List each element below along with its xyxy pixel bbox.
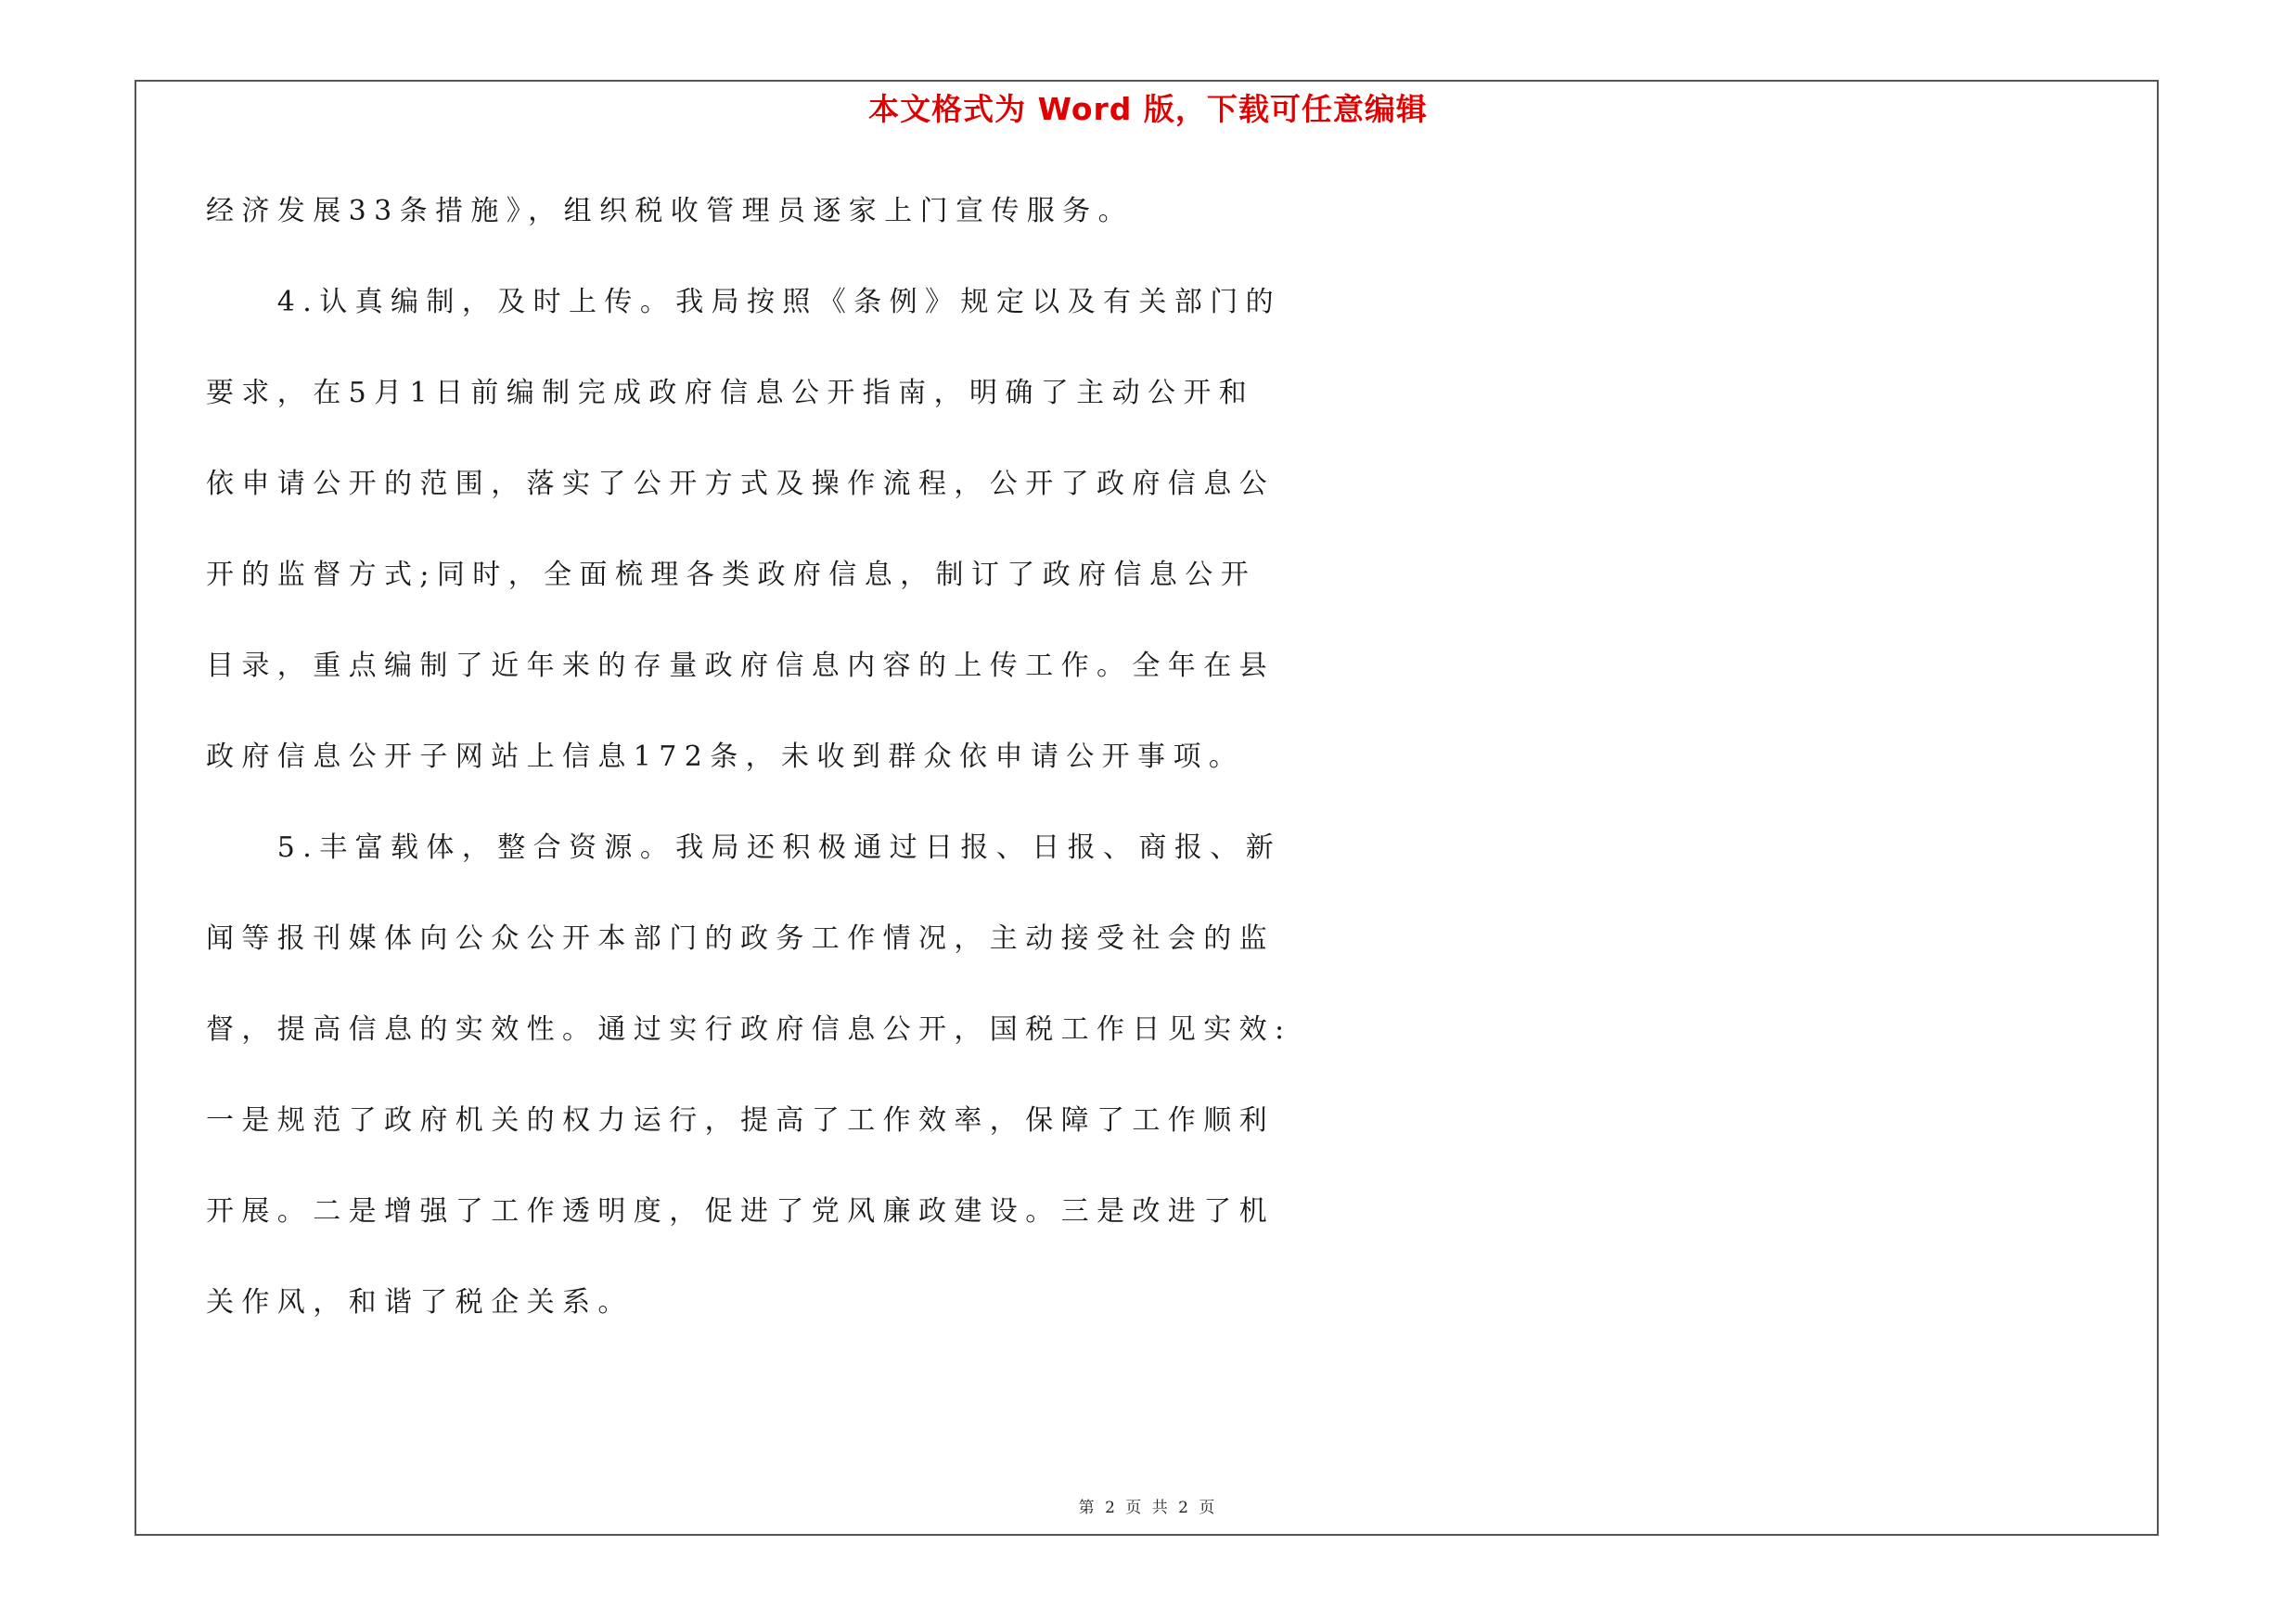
page-number-footer: 第 2 页 共 2 页: [1078, 1499, 1218, 1517]
text-line: 要求，在5月1日前编制完成政府信息公开指南，明确了主动公开和: [206, 377, 1255, 409]
text-line: 一是规范了政府机关的权力运行，提高了工作效率，保障了工作顺利: [206, 1104, 1275, 1137]
text-line: 开的监督方式;同时，全面梳理各类政府信息，制订了政府信息公开: [206, 559, 1257, 591]
text-line: 开展。二是增强了工作透明度，促进了党风廉政建设。三是改进了机: [206, 1195, 1275, 1228]
text-line: 4.认真编制，及时上传。我局按照《条例》规定以及有关部门的: [206, 286, 1282, 318]
text-line: 经济发展33条措施》，组织税收管理员逐家上门宣传服务。: [206, 195, 1134, 227]
document-body: [206, 184, 1292, 1366]
text-line: 政府信息公开子网站上信息172条，未收到群众依申请公开事项。: [206, 741, 1245, 773]
text-line: 闻等报刊媒体向公众公开本部门的政务工作情况，主动接受社会的监: [206, 922, 1275, 955]
text-line: 督，提高信息的实效性。通过实行政府信息公开，国税工作日见实效:: [206, 1013, 1292, 1046]
text-line: 目录，重点编制了近年来的存量政府信息内容的上传工作。全年在县: [206, 650, 1275, 682]
text-line: 依申请公开的范围，落实了公开方式及操作流程，公开了政府信息公: [206, 468, 1275, 500]
format-banner: 本文格式为 Word 版，下载可任意编辑: [868, 91, 1428, 127]
text-line: 关作风，和谐了税企关系。: [206, 1286, 634, 1319]
text-line: 5.丰富载体，整合资源。我局还积极通过日报、日报、商报、新: [206, 831, 1282, 864]
